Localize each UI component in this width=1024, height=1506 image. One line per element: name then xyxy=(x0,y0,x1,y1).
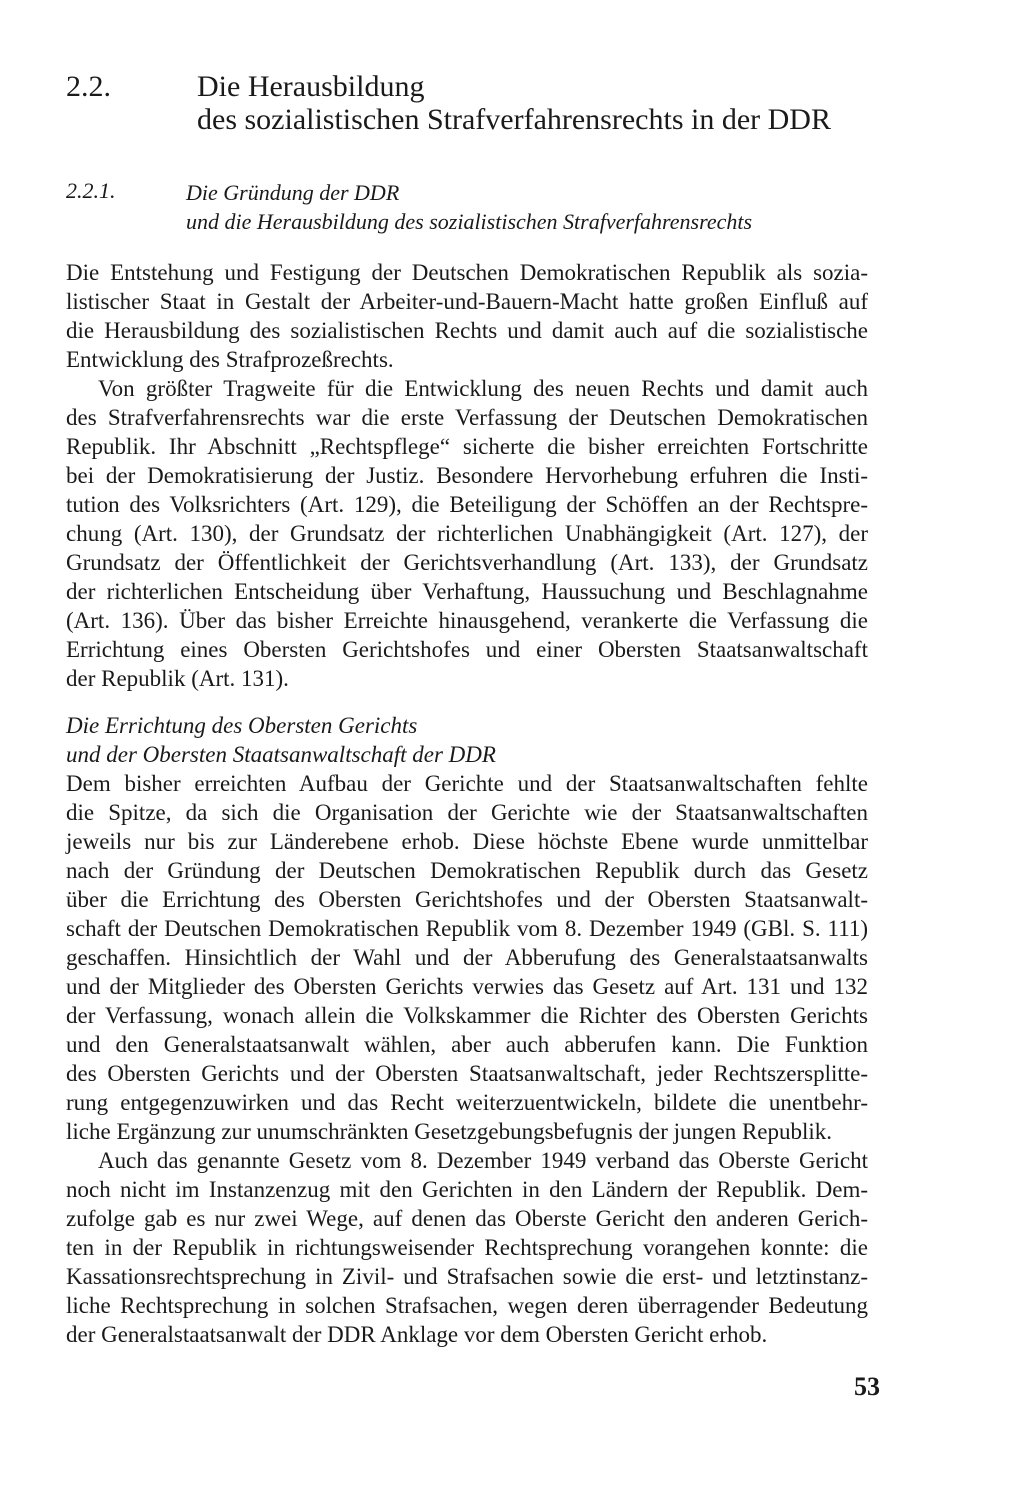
text-line: Die Entstehung und Festigung der Deutschen Demokratischen Republik als sozia- xyxy=(66,260,868,285)
text-line: liche Rechtsprechung in solchen Strafsachen, wegen deren überragender Bedeutung xyxy=(66,1293,868,1318)
text-line: der Generalstaatsanwalt der DDR Anklage vor dem Obersten Gericht erhob. xyxy=(66,1322,768,1347)
text-line: Dem bisher erreichten Aufbau der Gerichte und der Staatsanwaltschaften fehlte xyxy=(66,771,868,796)
text-line: der richterlichen Entscheidung über Verhaftung, Haussuchung und Beschlagnahme xyxy=(66,579,868,604)
text-line: geschaffen. Hinsichtlich der Wahl und der Abberufung des Generalstaatsanwalts xyxy=(66,945,868,970)
text-line: und der Mitglieder des Obersten Gerichts verwies das Gesetz auf Art. 131 und 132 xyxy=(66,974,868,999)
text-line: Republik. Ihr Abschnitt „Rechtspflege“ sicherte die bisher erreichten Fortschritte xyxy=(66,434,868,459)
text-line: zufolge gab es nur zwei Wege, auf denen das Oberste Gericht den anderen Gerich- xyxy=(66,1206,868,1231)
heading-line: Die Errichtung des Obersten Gerichts xyxy=(66,713,418,738)
subsection-title-line: Die Gründung der DDR xyxy=(186,180,400,205)
text-line: des Obersten Gerichts und der Obersten Staatsanwaltschaft, jeder Rechtszersplitte- xyxy=(66,1061,868,1086)
heading-line: und der Obersten Staatsanwaltschaft der DDR xyxy=(66,742,496,767)
text-line: listischer Staat in Gestalt der Arbeiter-und-Bauern-Macht hatte großen Einfluß auf xyxy=(66,289,868,314)
text-line: schaft der Deutschen Demokratischen Republik vom 8. Dezember 1949 (GBl. S. 111) xyxy=(66,916,868,941)
text-line: und den Generalstaatsanwalt wählen, aber auch abberufen kann. Die Funktion xyxy=(66,1032,868,1057)
text-line: noch nicht im Instanzenzug mit den Gerichten in den Ländern der Republik. Dem- xyxy=(66,1177,868,1202)
text-line: Von größter Tragweite für die Entwicklung des neuen Rechts und damit auch xyxy=(98,376,868,401)
text-line: ten in der Republik in richtungsweisender Rechtsprechung vorangehen konnte: die xyxy=(66,1235,868,1260)
text-line: die Herausbildung des sozialistischen Rechts und damit auch auf die sozialistische xyxy=(66,318,868,343)
section-title xyxy=(197,70,831,136)
section-title-line: Die Herausbildung xyxy=(197,70,425,103)
text-line: des Strafverfahrensrechts war die erste Verfassung der Deutschen Demokratischen xyxy=(66,405,868,430)
text-line: Entwicklung des Strafprozeßrechts. xyxy=(66,347,394,372)
subsection-title xyxy=(186,178,752,236)
text-line: (Art. 136). Über das bisher Erreichte hinausgehend, verankerte die Verfassung die xyxy=(66,608,868,633)
text-line: jeweils nur bis zur Länderebene erhob. Diese höchste Ebene wurde unmittelbar xyxy=(66,829,868,854)
text-line: liche Ergänzung zur unumschränkten Gesetzgebungsbefugnis der jungen Republik. xyxy=(66,1119,833,1144)
text-line: tution des Volksrichters (Art. 129), die Beteiligung der Schöffen an der Rechtspre- xyxy=(66,492,868,517)
text-line: die Spitze, da sich die Organisation der Gerichte wie der Staatsanwaltschaften xyxy=(66,800,868,825)
text-line: Kassationsrechtsprechung in Zivil- und Strafsachen sowie die erst- und letztinstanz- xyxy=(66,1264,868,1289)
section-title-line: des sozialistischen Strafverfahrensrechts in der DDR xyxy=(197,103,831,136)
text-line: bei der Demokratisierung der Justiz. Besondere Hervorhebung erfuhren die Insti- xyxy=(66,463,868,488)
text-line: Grundsatz der Öffentlichkeit der Gerichtsverhandlung (Art. 133), der Grundsatz xyxy=(66,550,868,575)
text-line: Errichtung eines Obersten Gerichtshofes und einer Obersten Staatsanwaltschaft xyxy=(66,637,868,662)
text-line: der Verfassung, wonach allein die Volkskammer die Richter des Obersten Gerichts xyxy=(66,1003,868,1028)
section-number: 2.2. xyxy=(66,70,111,103)
text-line: chung (Art. 130), der Grundsatz der richterlichen Unabhängigkeit (Art. 127), der xyxy=(66,521,868,546)
text-line: rung entgegenzuwirken und das Recht weiterzuentwickeln, bildete die unentbehr- xyxy=(66,1090,868,1115)
text-line: der Republik (Art. 131). xyxy=(66,666,289,691)
subsection-title-line: und die Herausbildung des sozialistischen Strafverfahrensrechts xyxy=(186,209,753,234)
page-number: 53 xyxy=(854,1372,880,1401)
subsection-number: 2.2.1. xyxy=(66,178,116,203)
text-line: Auch das genannte Gesetz vom 8. Dezember 1949 verband das Oberste Gericht xyxy=(98,1148,868,1173)
text-line: über die Errichtung des Obersten Gerichtshofes und der Obersten Staatsanwalt- xyxy=(66,887,868,912)
text-line: nach der Gründung der Deutschen Demokratischen Republik durch das Gesetz xyxy=(66,858,868,883)
